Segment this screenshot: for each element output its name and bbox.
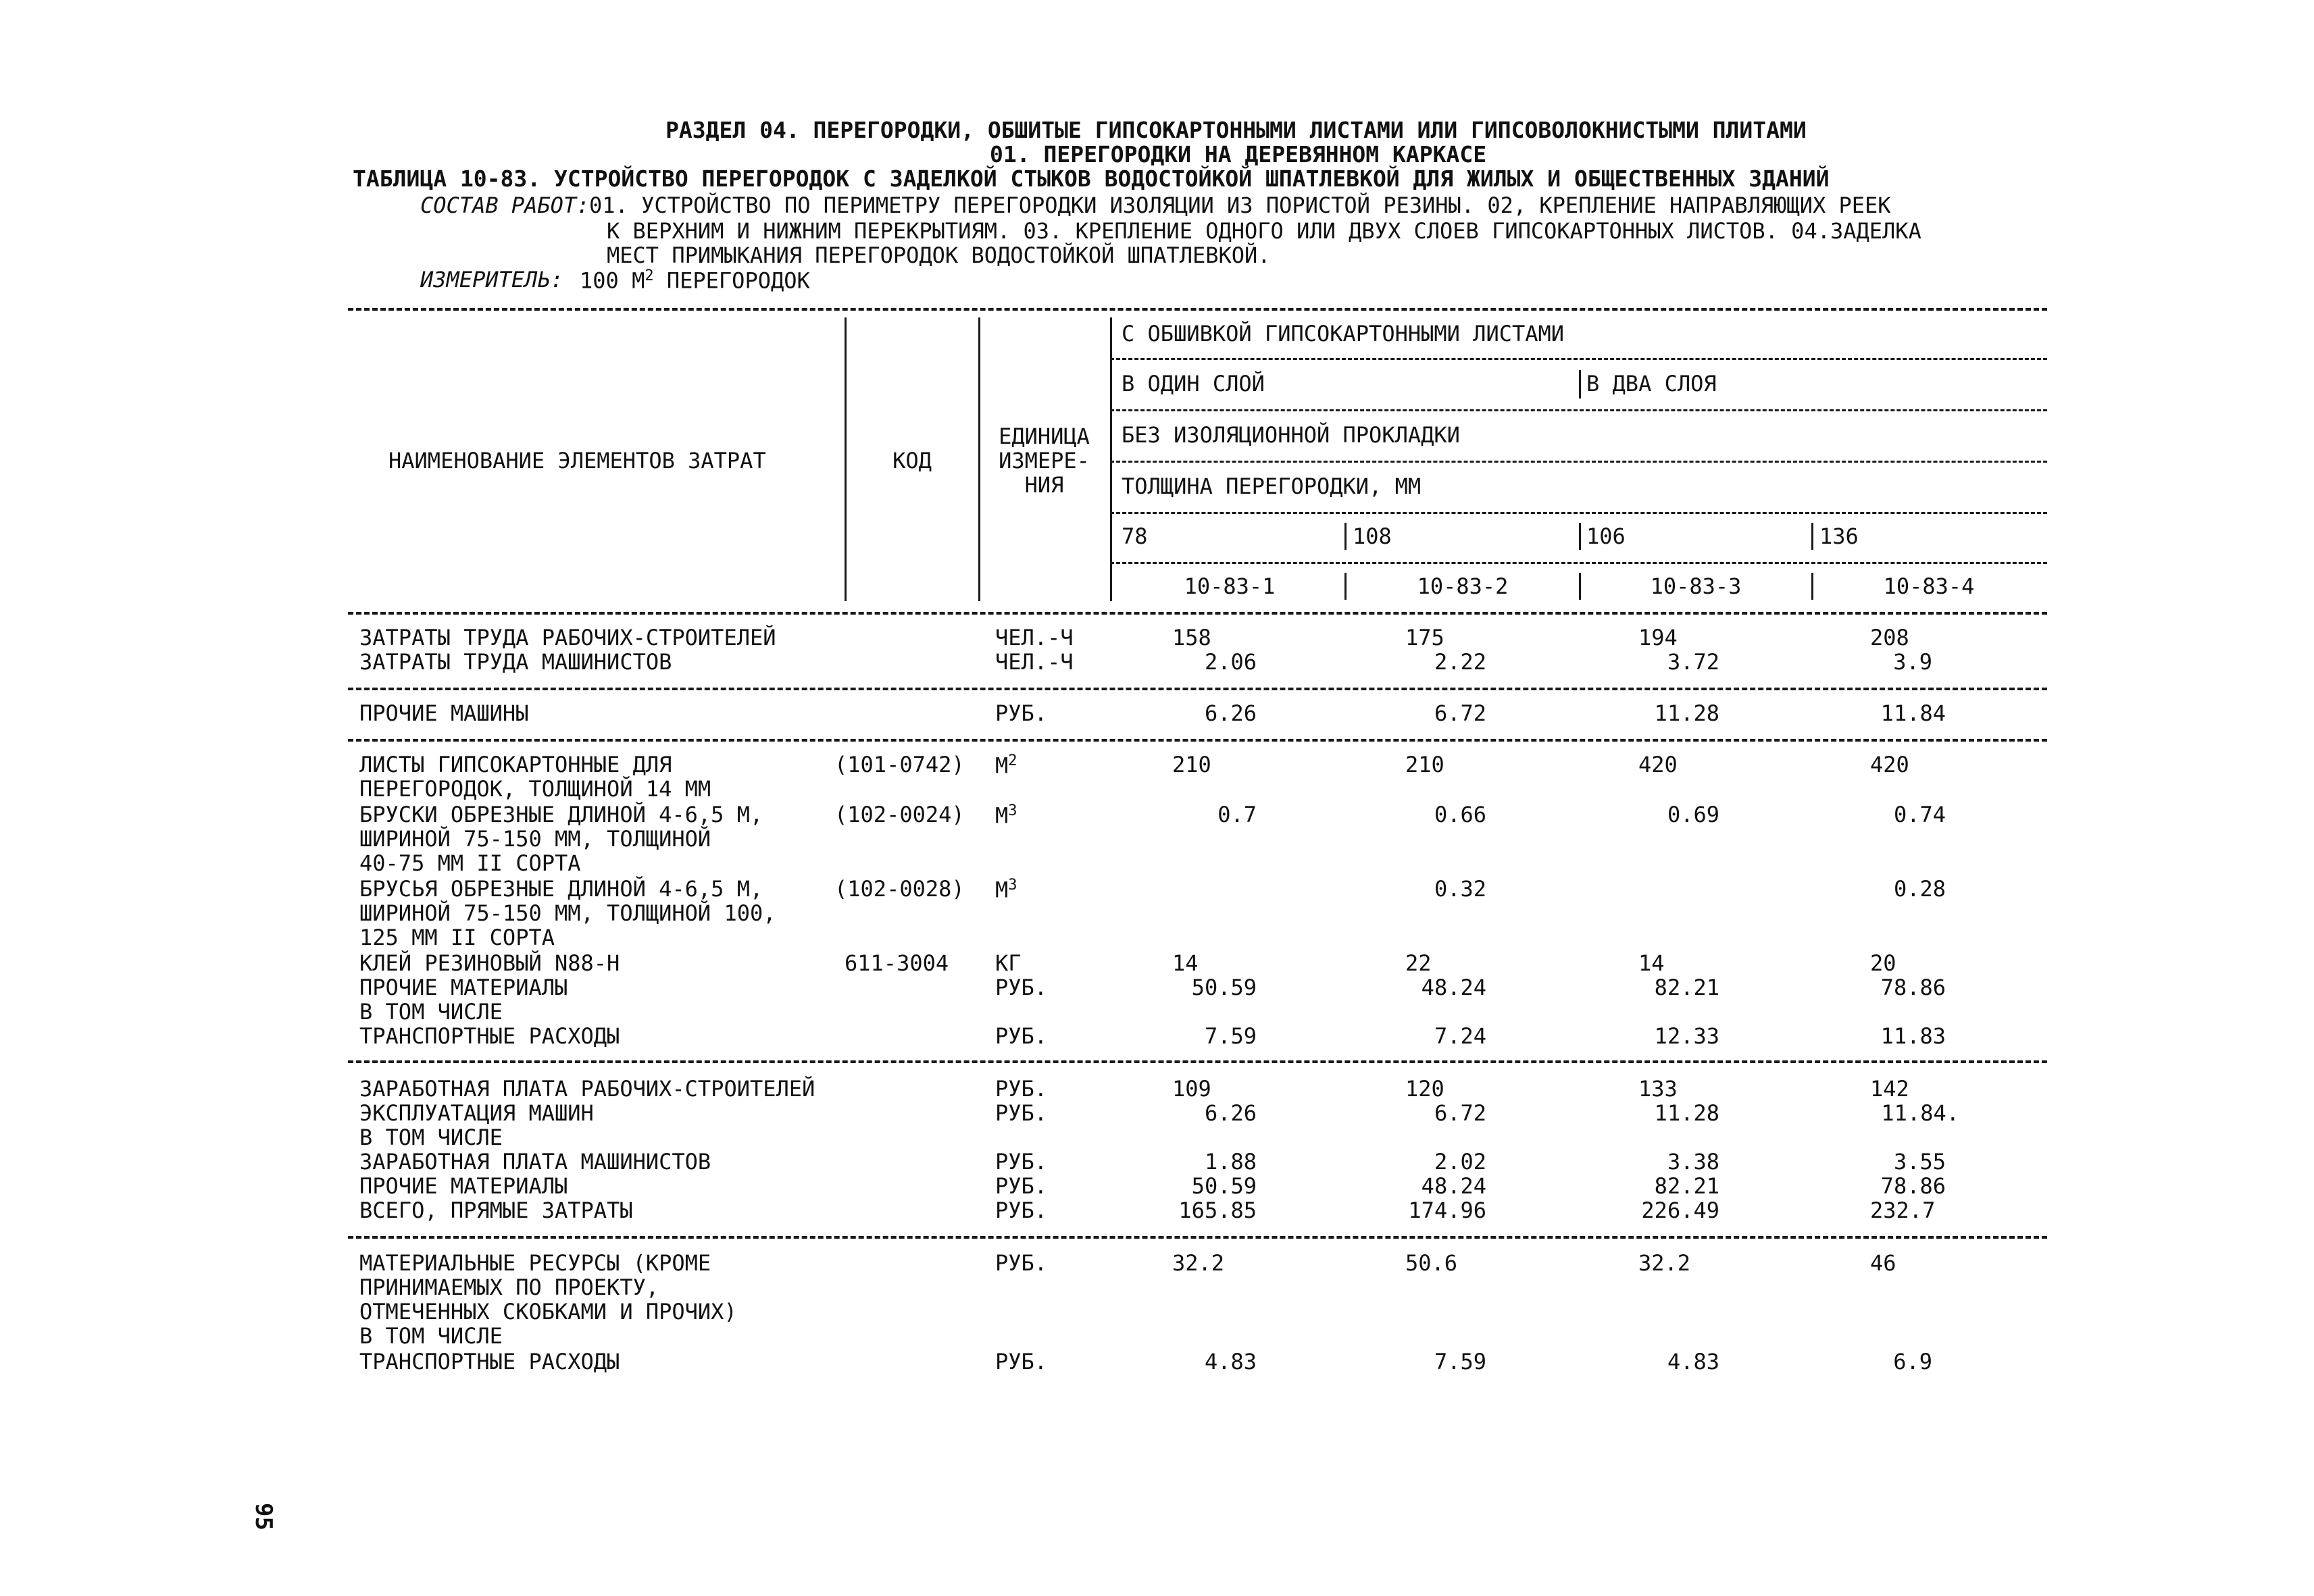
row-transport-2-v1: 4.83	[1204, 1349, 1257, 1374]
row-gypsum-v1: 210	[1172, 752, 1211, 777]
code-column-header: КОД	[892, 448, 932, 473]
col-sep-unit	[1110, 317, 1112, 601]
code-10-83-2: 10-83-2	[1417, 573, 1509, 599]
row-transport-2-v3: 4.83	[1667, 1349, 1719, 1374]
row-other-materials-v4: 78.86	[1880, 975, 1946, 1000]
row-labor-machinists-v4: 3.9	[1893, 649, 1932, 675]
row-bars-v4: 0.74	[1893, 802, 1946, 827]
row-gypsum-code: (101-0742)	[834, 752, 965, 777]
row-other-machines-v1: 6.26	[1204, 700, 1257, 726]
row-bars-v2: 0.66	[1434, 802, 1486, 827]
row-direct-total-unit: РУБ.	[995, 1198, 1048, 1223]
row-material-resources-name-1: МАТЕРИАЛЬНЫЕ РЕСУРСЫ (КРОМЕ	[359, 1250, 711, 1276]
row-direct-total-v2: 174.96	[1408, 1198, 1486, 1223]
unit-column-header-2: ИЗМЕРЕ-	[999, 448, 1090, 473]
row-glue-v3: 14	[1638, 950, 1665, 976]
row-gypsum-v2: 210	[1405, 752, 1444, 777]
row-transport-1-v4: 11.83	[1880, 1023, 1946, 1049]
row-other-materials-2-name: ПРОЧИЕ МАТЕРИАЛЫ	[359, 1173, 568, 1199]
row-labor-workers-v2: 175	[1405, 625, 1444, 650]
row-labor-workers-v1: 158	[1172, 625, 1211, 650]
code-10-83-4: 10-83-4	[1883, 573, 1975, 599]
row-labor-machinists-name: ЗАТРАТЫ ТРУДА МАШИНИСТОВ	[359, 649, 672, 675]
row-transport-1-v2: 7.24	[1434, 1023, 1486, 1049]
thickness-sep-3	[1811, 523, 1813, 550]
row-other-machines-name: ПРОЧИЕ МАШИНЫ	[359, 700, 529, 726]
measure-value: 100 $М^2$ ПЕРЕГОРОДОК	[580, 267, 810, 294]
row-other-machines-v4: 11.84	[1880, 700, 1946, 726]
row-machinist-wages-v1: 1.88	[1204, 1149, 1257, 1175]
row-bars-name-1: БРУСКИ ОБРЕЗНЫЕ ДЛИНОЙ 4-6,5 М,	[359, 802, 763, 827]
thickness-108: 108	[1353, 523, 1392, 549]
two-layers-header: В ДВА СЛОЯ	[1586, 371, 1717, 396]
row-bars-v1: 0.7	[1217, 802, 1257, 827]
row-material-resources-name-2: ПРИНИМАЕМЫХ ПО ПРОЕКТУ,	[359, 1275, 659, 1300]
row-direct-total-v4: 232.7	[1870, 1198, 1936, 1223]
row-other-materials-2-v1: 50.59	[1191, 1173, 1257, 1199]
row-transport-2-name: ТРАНСПОРТНЫЕ РАСХОДЫ	[359, 1349, 620, 1374]
row-gypsum-name-1: ЛИСТЫ ГИПСОКАРТОННЫЕ ДЛЯ	[359, 752, 672, 777]
row-wages-v2: 120	[1405, 1076, 1444, 1102]
code-10-83-3: 10-83-3	[1650, 573, 1742, 599]
thickness-sep-2	[1579, 523, 1581, 550]
name-column-header: НАИМЕНОВАНИЕ ЭЛЕМЕНТОВ ЗАТРАТ	[388, 448, 766, 473]
no-insulation-header: БЕЗ ИЗОЛЯЦИОННОЙ ПРОКЛАДКИ	[1122, 422, 1460, 448]
row-machinist-wages-v4: 3.55	[1893, 1149, 1946, 1175]
row-wages-v3: 133	[1638, 1076, 1678, 1102]
row-beams-name-2: ШИРИНОЙ 75-150 ММ, ТОЛЩИНОЙ 100,	[359, 900, 776, 926]
thickness-106: 106	[1586, 523, 1626, 549]
measure-label: ИЗМЕРИТЕЛЬ:	[420, 267, 563, 292]
row-other-materials-name: ПРОЧИЕ МАТЕРИАЛЫ	[359, 975, 568, 1000]
section-title: РАЗДЕЛ 04. ПЕРЕГОРОДКИ, ОБШИТЫЕ ГИПСОКАРТОННЫМИ ЛИСТАМИ ИЛИ ГИПСОВОЛОКНИСТЫМИ ПЛИТАМИ	[665, 117, 1807, 143]
row-direct-total-name: ВСЕГО, ПРЯМЫЕ ЗАТРАТЫ	[359, 1198, 633, 1223]
row-other-materials-2-v3: 82.21	[1654, 1173, 1719, 1199]
code-sep-1	[1344, 573, 1347, 600]
row-other-machines-v3: 11.28	[1654, 700, 1719, 726]
code-10-83-1: 10-83-1	[1184, 573, 1276, 599]
rule-after-machines	[348, 739, 2047, 742]
rule-after-labor	[348, 688, 2047, 690]
row-material-resources-name-3: ОТМЕЧЕННЫХ СКОБКАМИ И ПРОЧИХ)	[359, 1299, 737, 1324]
thickness-header: ТОЛЩИНА ПЕРЕГОРОДКИ, ММ	[1122, 473, 1422, 499]
row-machine-ops-v3: 11.28	[1654, 1100, 1719, 1126]
row-machine-ops-name: ЭКСПЛУАТАЦИЯ МАШИН	[359, 1100, 594, 1126]
row-transport-1-name: ТРАНСПОРТНЫЕ РАСХОДЫ	[359, 1023, 620, 1049]
row-transport-1-v3: 12.33	[1654, 1023, 1719, 1049]
thickness-78: 78	[1122, 523, 1148, 549]
row-machine-ops-unit: РУБ.	[995, 1100, 1048, 1126]
row-labor-machinists-unit: ЧЕЛ.-Ч	[995, 649, 1074, 675]
row-glue-unit: КГ	[995, 950, 1022, 976]
rule-after-materials	[348, 1060, 2047, 1063]
row-other-materials-v3: 82.21	[1654, 975, 1719, 1000]
row-other-materials-v1: 50.59	[1191, 975, 1257, 1000]
row-material-resources-v2: 50.6	[1405, 1250, 1458, 1276]
row-glue-v1: 14	[1172, 950, 1199, 976]
header-rule-4	[1110, 512, 2047, 514]
code-sep-2	[1579, 573, 1581, 600]
row-machinist-wages-v2: 2.02	[1434, 1149, 1486, 1175]
row-labor-workers-name: ЗАТРАТЫ ТРУДА РАБОЧИХ-СТРОИТЕЛЕЙ	[359, 625, 776, 650]
row-beams-name-1: БРУСЬЯ ОБРЕЗНЫЕ ДЛИНОЙ 4-6,5 М,	[359, 876, 763, 902]
page-number: 95	[250, 1503, 277, 1530]
row-labor-machinists-v2: 2.22	[1434, 649, 1486, 675]
row-other-materials-unit: РУБ.	[995, 975, 1048, 1000]
row-glue-name: КЛЕЙ РЕЗИНОВЫЙ N88-Н	[359, 950, 620, 976]
work-line-3: МЕСТ ПРИМЫКАНИЯ ПЕРЕГОРОДОК ВОДОСТОЙКОЙ ШПАТЛЕВКОЙ.	[607, 242, 1271, 268]
row-other-materials-v2: 48.24	[1421, 975, 1486, 1000]
row-labor-machinists-v3: 3.72	[1667, 649, 1719, 675]
row-transport-2-v4: 6.9	[1893, 1349, 1932, 1374]
row-transport-2-unit: РУБ.	[995, 1349, 1048, 1374]
row-machinist-wages-unit: РУБ.	[995, 1149, 1048, 1175]
rule-after-totals	[348, 1236, 2047, 1239]
row-transport-1-unit: РУБ.	[995, 1023, 1048, 1049]
row-other-materials-2-v4: 78.86	[1880, 1173, 1946, 1199]
row-material-resources-v1: 32.2	[1172, 1250, 1225, 1276]
row-machinist-wages-name: ЗАРАБОТНАЯ ПЛАТА МАШИНИСТОВ	[359, 1149, 711, 1175]
row-bars-code: (102-0024)	[834, 802, 965, 827]
row-gypsum-unit: $М^2$	[995, 752, 1017, 779]
group-header: С ОБШИВКОЙ ГИПСОКАРТОННЫМИ ЛИСТАМИ	[1122, 321, 1565, 346]
row-bars-name-2: ШИРИНОЙ 75-150 ММ, ТОЛЩИНОЙ	[359, 826, 711, 852]
row-machinist-wages-v3: 3.38	[1667, 1149, 1719, 1175]
row-other-materials-2-v2: 48.24	[1421, 1173, 1486, 1199]
header-rule-5	[1110, 562, 2047, 564]
col-sep-name	[845, 317, 847, 601]
subsection-title: 01. ПЕРЕГОРОДКИ НА ДЕРЕВЯННОМ КАРКАСЕ	[990, 141, 1487, 168]
row-labor-workers-unit: ЧЕЛ.-Ч	[995, 625, 1074, 650]
row-machine-ops-v2: 6.72	[1434, 1100, 1486, 1126]
one-layer-header: В ОДИН СЛОЙ	[1122, 371, 1265, 396]
work-label: СОСТАВ РАБОТ:	[420, 192, 590, 218]
row-beams-name-3: 125 ММ II СОРТА	[359, 925, 555, 950]
row-glue-code: 611-3004	[845, 950, 949, 976]
row-wages-v1: 109	[1172, 1076, 1211, 1102]
row-material-resources-v3: 32.2	[1638, 1250, 1691, 1276]
row-labor-workers-v3: 194	[1638, 625, 1678, 650]
row-transport-2-v2: 7.59	[1434, 1349, 1486, 1374]
row-other-materials-2-unit: РУБ.	[995, 1173, 1048, 1199]
row-incl-1: В ТОМ ЧИСЛЕ	[359, 999, 503, 1025]
row-glue-v2: 22	[1405, 950, 1432, 976]
header-rule-2	[1110, 409, 2047, 411]
row-gypsum-v3: 420	[1638, 752, 1678, 777]
row-other-machines-v2: 6.72	[1434, 700, 1486, 726]
unit-column-header-3: НИЯ	[1024, 472, 1064, 498]
work-line-2: К ВЕРХНИМ И НИЖНИМ ПЕРЕКРЫТИЯМ. 03. КРЕПЛЕНИЕ ОДНОГО ИЛИ ДВУХ СЛОЕВ ГИПСОКАРТОННЫХ ЛИСТОВ. 04.ЗАДЕЛКА	[607, 218, 1921, 244]
row-bars-unit: $М^3$	[995, 802, 1017, 829]
row-bars-v3: 0.69	[1667, 802, 1719, 827]
header-rule-1	[1110, 358, 2047, 360]
row-machine-ops-v4: 11.84.	[1881, 1100, 1959, 1126]
row-direct-total-v3: 226.49	[1641, 1198, 1719, 1223]
row-beams-code: (102-0028)	[834, 876, 965, 902]
row-wages-v4: 142	[1870, 1076, 1909, 1102]
row-gypsum-name-2: ПЕРЕГОРОДОК, ТОЛЩИНОЙ 14 ММ	[359, 776, 711, 802]
code-sep-3	[1811, 573, 1813, 600]
thickness-136: 136	[1819, 523, 1859, 549]
layer-sep	[1579, 370, 1581, 398]
row-gypsum-v4: 420	[1870, 752, 1909, 777]
row-incl-2: В ТОМ ЧИСЛЕ	[359, 1125, 503, 1150]
thickness-sep-1	[1344, 523, 1347, 550]
row-machine-ops-v1: 6.26	[1204, 1100, 1257, 1126]
row-labor-workers-v4: 208	[1870, 625, 1909, 650]
row-wages-name: ЗАРАБОТНАЯ ПЛАТА РАБОЧИХ-СТРОИТЕЛЕЙ	[359, 1076, 815, 1102]
row-wages-unit: РУБ.	[995, 1076, 1048, 1102]
row-beams-unit: $М^3$	[995, 877, 1017, 903]
unit-column-header-1: ЕДИНИЦА	[999, 423, 1090, 449]
header-bottom-rule	[348, 612, 2047, 615]
row-beams-v2: 0.32	[1434, 876, 1486, 902]
row-material-resources-unit: РУБ.	[995, 1250, 1048, 1276]
work-line-1: 01. УСТРОЙСТВО ПО ПЕРИМЕТРУ ПЕРЕГОРОДКИ ИЗОЛЯЦИИ ИЗ ПОРИСТОЙ РЕЗИНЫ. 02, КРЕПЛЕНИЕ НАПРАВЛЯЮЩИХ РЕЕК	[589, 192, 1891, 218]
row-glue-v4: 20	[1870, 950, 1896, 976]
table-title: ТАБЛИЦА 10-83. УСТРОЙСТВО ПЕРЕГОРОДОК С ЗАДЕЛКОЙ СТЫКОВ ВОДОСТОЙКОЙ ШПАТЛЕВКОЙ ДЛЯ ЖИЛЫХ И ОБЩЕСТВЕННЫХ ЗДАНИЙ	[353, 165, 1830, 192]
row-direct-total-v1: 165.85	[1178, 1198, 1257, 1223]
row-incl-3: В ТОМ ЧИСЛЕ	[359, 1323, 503, 1349]
row-material-resources-v4: 46	[1870, 1250, 1896, 1276]
row-other-machines-unit: РУБ.	[995, 700, 1048, 726]
row-bars-name-3: 40-75 ММ II СОРТА	[359, 850, 581, 876]
row-labor-machinists-v1: 2.06	[1204, 649, 1257, 675]
header-rule-3	[1110, 461, 2047, 463]
row-transport-1-v1: 7.59	[1204, 1023, 1257, 1049]
row-beams-v4: 0.28	[1893, 876, 1946, 902]
table-top-rule	[348, 308, 2047, 311]
